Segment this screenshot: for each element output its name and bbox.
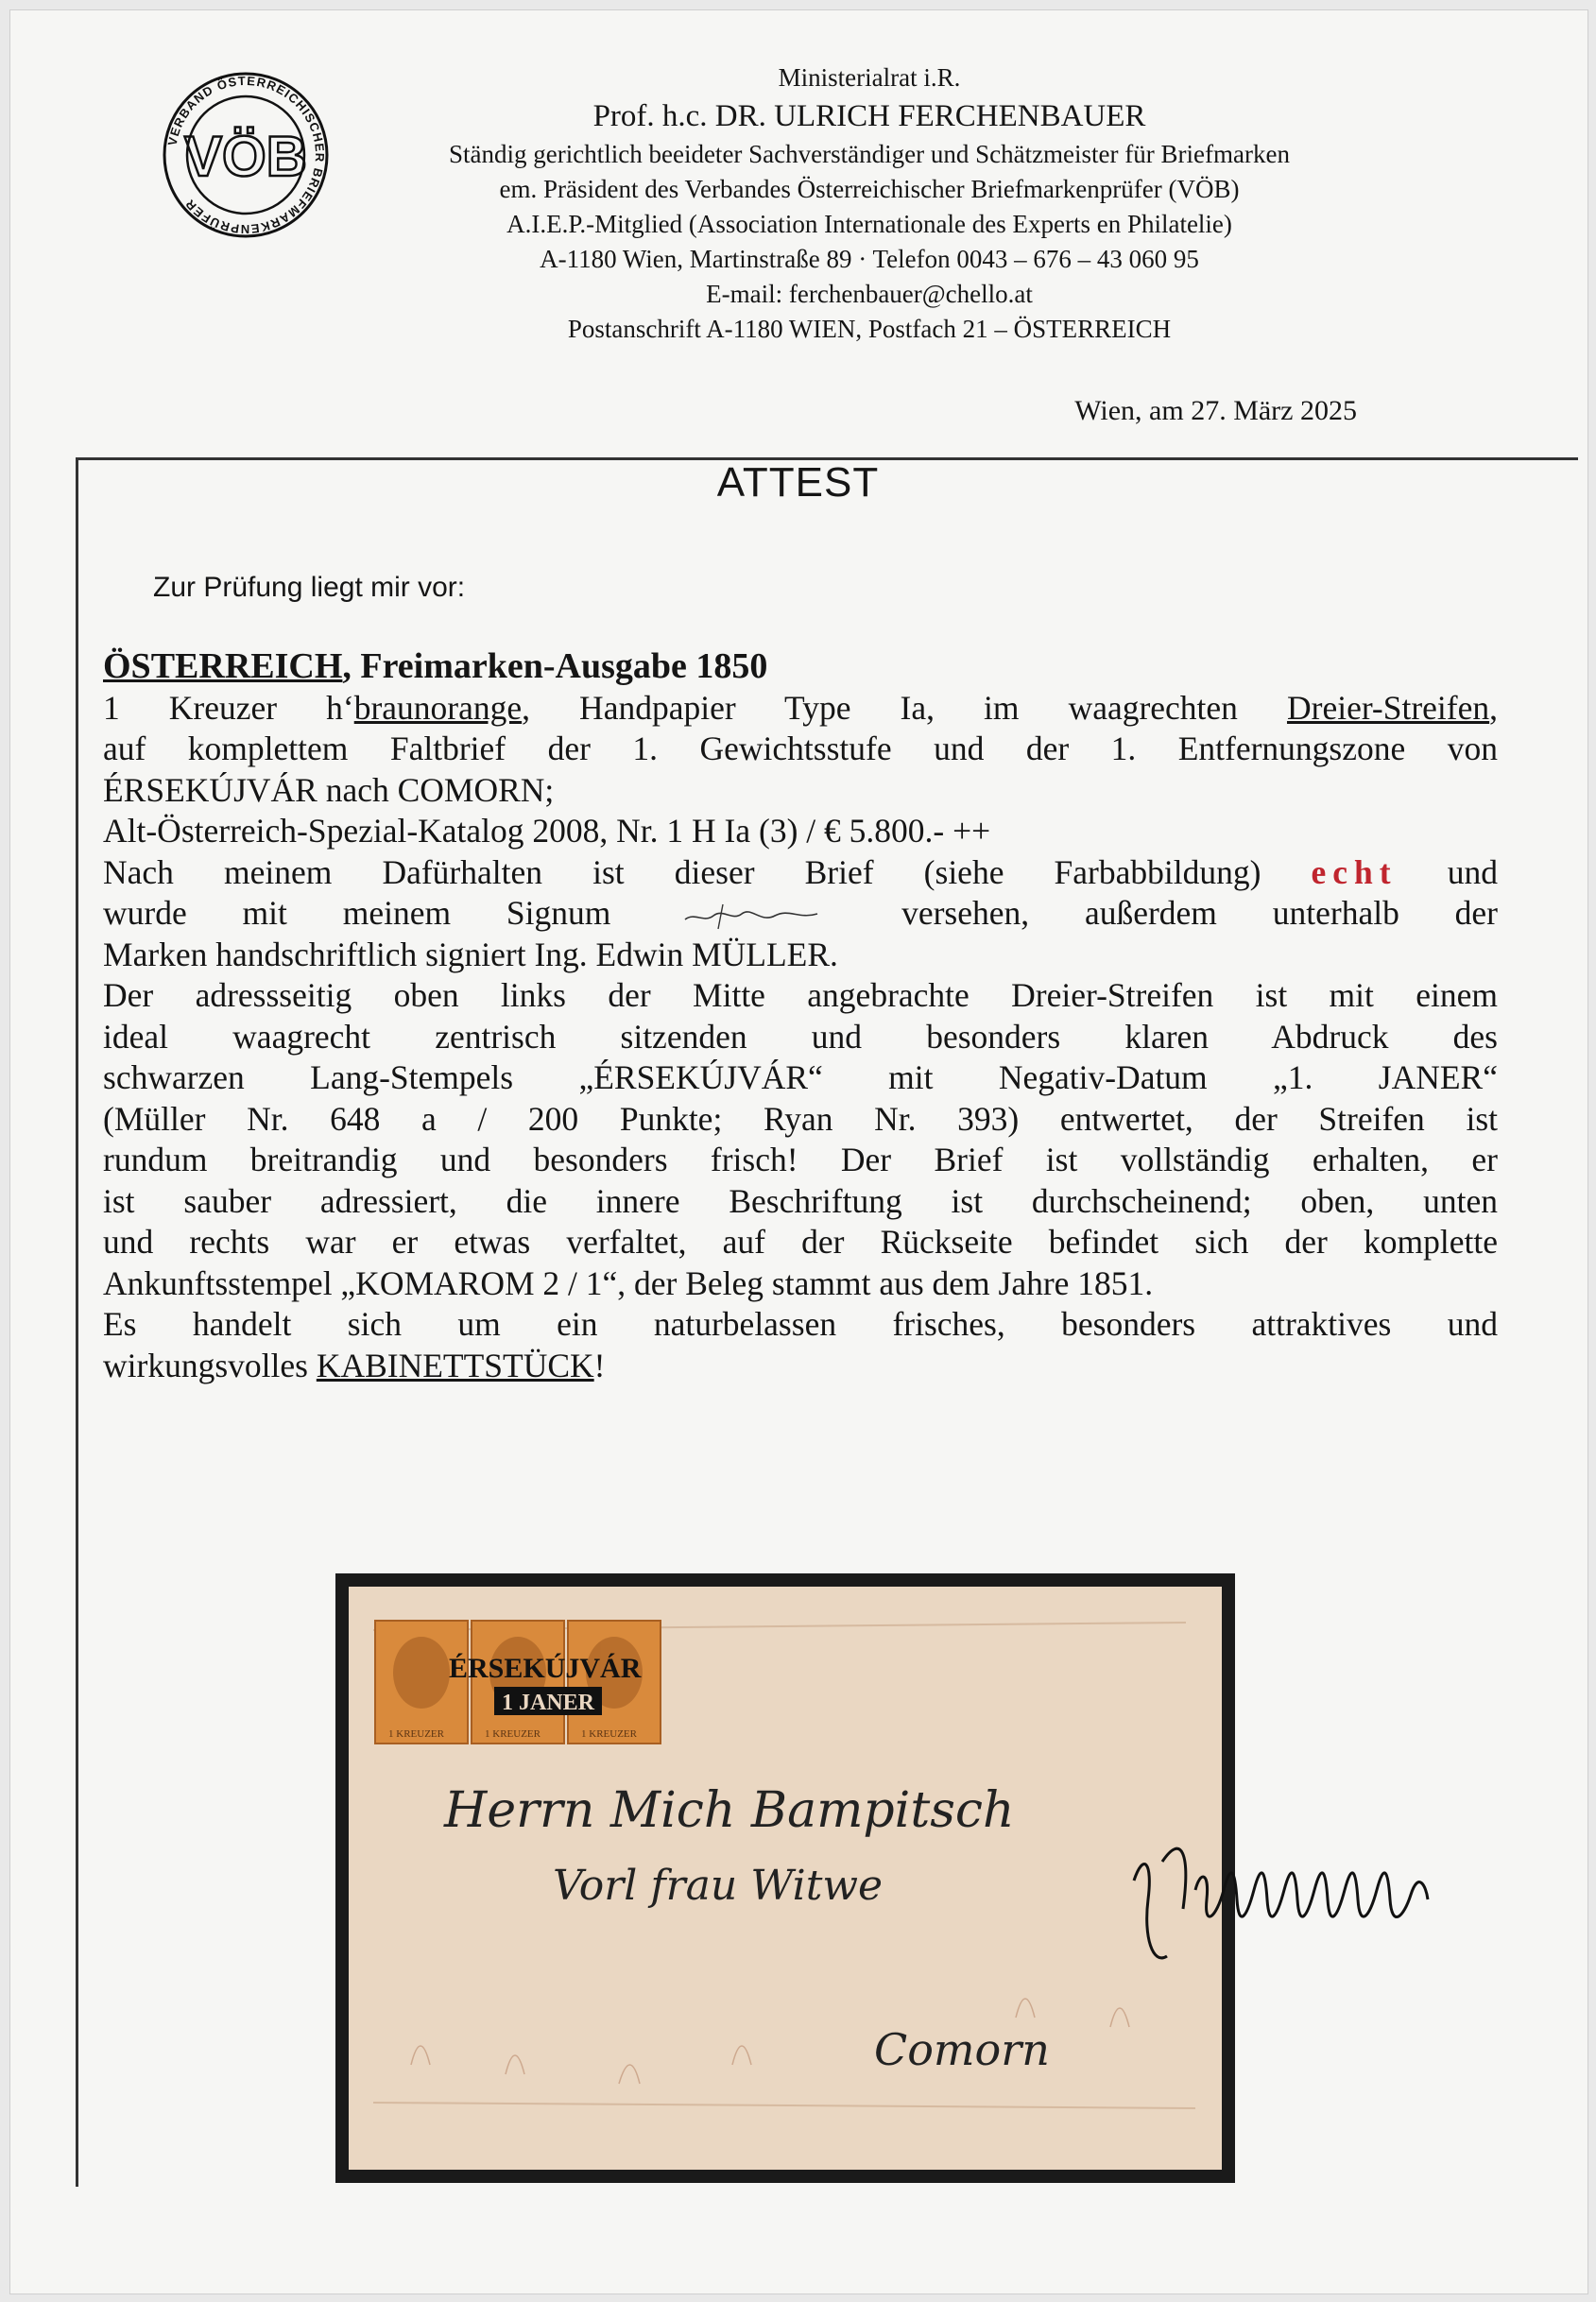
body-line-17: wirkungsvolles KABINETTSTÜCK!: [103, 1346, 606, 1384]
body-line-7: Marken handschriftlich signiert Ing. Edwin MÜLLER.: [103, 935, 838, 973]
body-line-4: Alt-Österreich-Spezial-Katalog 2008, Nr. 1 H Ia (3) / € 5.800.- ++: [103, 812, 991, 850]
certificate-body: [103, 646, 1498, 1386]
address-line-2: Vorl frau Witwe: [553, 1862, 884, 1910]
header-email: E-mail: ferchenbauer@chello.at: [706, 280, 1033, 308]
svg-text:VÖB: VÖB: [183, 125, 308, 188]
letterhead: [378, 60, 1361, 347]
header-line-1: Ständig gerichtlich beeideter Sachverständiger und Schätzmeister für Briefmarken: [449, 140, 1290, 168]
header-rank: Ministerialrat i.R.: [778, 63, 961, 92]
address-city: Comorn: [874, 2024, 1050, 2075]
body-line-14: und rechts war er etwas verfaltet, auf der Rückseite befindet sich der komplette: [103, 1223, 1498, 1261]
body-line-1: 1 Kreuzer h‘braunorange, Handpapier Type Ia, im waagrechten Dreier-Streifen,: [103, 688, 1499, 727]
inline-signature-icon: [666, 902, 846, 931]
page-title: ATTEST: [716, 459, 880, 506]
body-line-15: Ankunftsstempel „KOMAROM 2 / 1“, der Beleg stammt aus dem Jahre 1851.: [103, 1263, 1154, 1302]
header-line-4: A-1180 Wien, Martinstraße 89 · Telefon 0043 – 676 – 43 060 95: [540, 245, 1199, 273]
strip-type: Dreier-Streifen: [1286, 688, 1490, 727]
stamp-value-3: 1 KREUZER: [581, 1728, 637, 1740]
svg-text:VERBAND ÖSTERREICHISCHER BRIEF: VERBAND ÖSTERREICHISCHER BRIEFMARKENPRÜFER: [164, 73, 328, 237]
verdict-echt: echt: [1311, 852, 1398, 891]
stamp-value-1: 1 KREUZER: [388, 1728, 444, 1740]
certificate-date: Wien, am 27. März 2025: [1074, 395, 1357, 426]
header-line-3: A.I.E.P.-Mitglied (Association Internationale des Experts en Philatelie): [506, 210, 1232, 238]
intro-text: Zur Prüfung liegt mir vor:: [153, 572, 466, 603]
body-line-10: schwarzen Lang-Stempels „ÉRSEKÚJVÁR“ mit Negativ-Datum „1. JANER“: [103, 1058, 1498, 1096]
kabinettstueck: KABINETTSTÜCK: [316, 1346, 594, 1384]
postmark-date: 1 JANER: [502, 1691, 595, 1715]
heading-line: [103, 646, 1498, 688]
body-line-11: (Müller Nr. 648 a / 200 Punkte; Ryan Nr. 393) entwertet, der Streifen ist: [103, 1099, 1498, 1138]
color-name: braunorange: [353, 688, 523, 727]
body-line-13: ist sauber adressiert, die innere Beschriftung ist durchscheinend; oben, unten: [103, 1181, 1498, 1220]
body-line-5: Nach meinem Dafürhalten ist dieser Brief (siehe Farbabbildung) echt und: [103, 852, 1498, 891]
frame-left-rule: [76, 457, 78, 2187]
cover-photo: [335, 1573, 1235, 2183]
header-postal-address: Postanschrift A-1180 WIEN, Postfach 21 – ÖSTERREICH: [567, 315, 1172, 343]
body-line-12: rundum breitrandig und besonders frisch! Der Brief ist vollständig erhalten, er: [103, 1141, 1498, 1178]
stamp-value-2: 1 KREUZER: [485, 1728, 541, 1740]
issue-name: , Freimarken-Ausgabe 1850: [342, 646, 768, 686]
expert-signature-icon: [1124, 1824, 1531, 1975]
voeb-seal-logo: [161, 70, 331, 240]
address-line-1: Herrn Mich Bampitsch: [444, 1782, 1015, 1839]
body-line-2: auf komplettem Faltbrief der 1. Gewichtsstufe und der 1. Entfernungszone von: [103, 730, 1498, 767]
body-line-8: Der adressseitig oben links der Mitte angebrachte Dreier-Streifen ist mit einem: [103, 976, 1498, 1014]
body-line-16: Es handelt sich um ein naturbelassen frisches, besonders attraktives und: [103, 1305, 1498, 1343]
header-line-2: em. Präsident des Verbandes Österreichischer Briefmarkenprüfer (VÖB): [499, 175, 1240, 203]
header-name: Prof. h.c. DR. ULRICH FERCHENBAUER: [592, 99, 1146, 133]
country-name: ÖSTERREICH: [103, 646, 343, 686]
body-line-9: ideal waagrecht zentrisch sitzenden und besonders klaren Abdruck des: [103, 1017, 1498, 1056]
postmark-place: ÉRSEKÚJVÁR: [449, 1653, 642, 1684]
body-line-6: wurde mit meinem Signum versehen, außerdem unterhalb der: [103, 894, 1498, 932]
body-line-3: ÉRSEKÚJVÁR nach COMORN;: [103, 770, 555, 809]
